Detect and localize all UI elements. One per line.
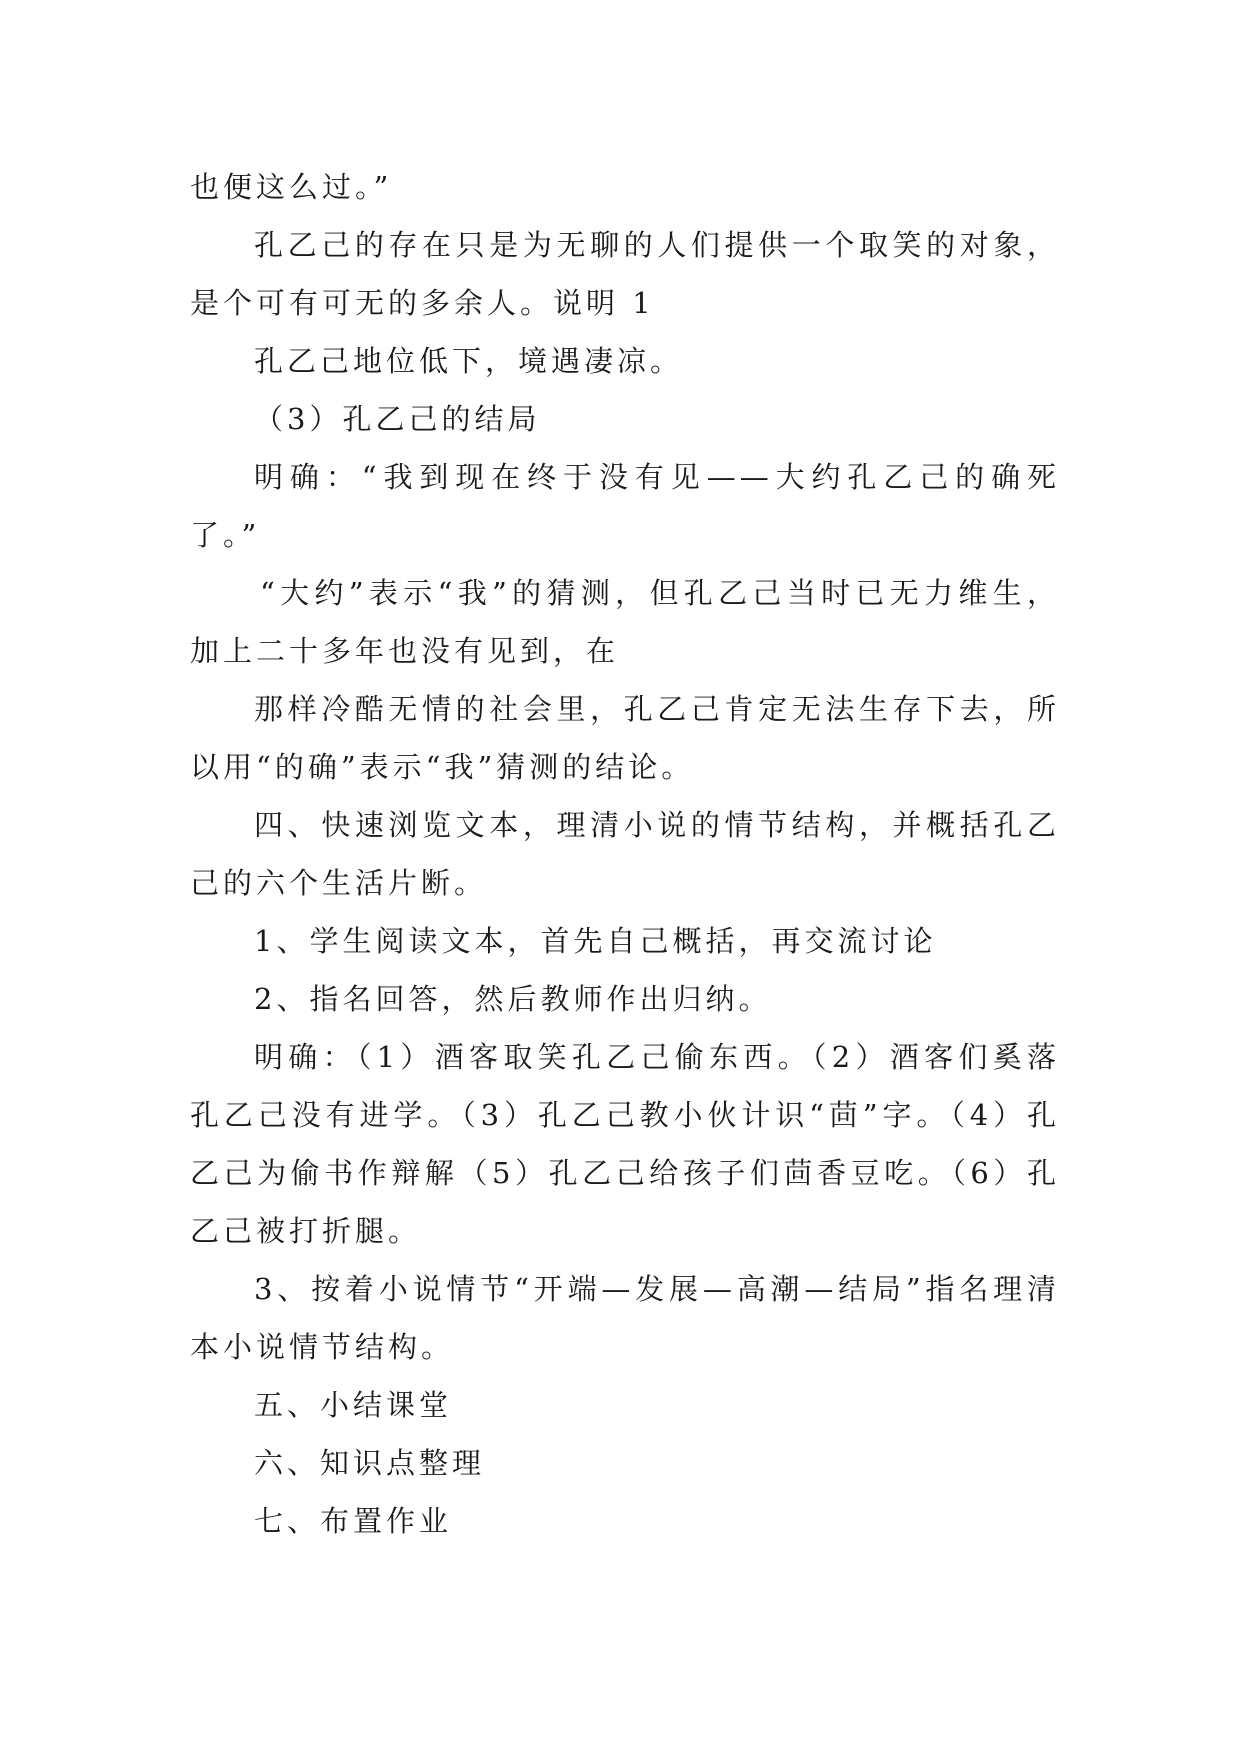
paragraph: 明确：（1）酒客取笑孔乙己偷东西。（2）酒客们奚落孔乙己没有进学。（3）孔乙己教小伙计识“茴”字。（4）孔乙己为偷书作辩解（5）孔乙己给孩子们茴香豆吃。（6）孔乙己被打折腿。 [190, 1040, 1060, 1248]
list-item: 2、指名回答，然后教师作出归纳。 [254, 982, 772, 1016]
section-heading: （3）孔乙己的结局 [254, 402, 541, 436]
section-heading: 四、快速浏览文本，理清小说的情节结构，并概括孔乙己的六个生活片断。 [190, 808, 1060, 900]
paragraph: 明确：“我到现在终于没有见——大约孔乙己的确死了。” [190, 460, 1060, 552]
list-item: 1、学生阅读文本，首先自己概括，再交流讨论 [254, 924, 937, 958]
list-item: 3、按着小说情节“开端—发展—高潮—结局”指名理清本小说情节结构。 [190, 1272, 1060, 1364]
paragraph: 那样冷酷无情的社会里，孔乙己肯定无法生存下去，所以用“的确”表示“我”猜测的结论。 [190, 692, 1060, 784]
section-heading: 七、布置作业 [254, 1504, 453, 1538]
paragraph: 也便这么过。” [190, 170, 393, 204]
section-heading: 五、小结课堂 [254, 1388, 453, 1422]
paragraph: 孔乙己地位低下，境遇凄凉。 [254, 344, 684, 378]
paragraph: 孔乙己的存在只是为无聊的人们提供一个取笑的对象，是个可有可无的多余人。说明 1 [190, 228, 1060, 320]
document-body [190, 158, 1060, 1550]
section-heading: 六、知识点整理 [254, 1446, 486, 1480]
paragraph: “大约”表示“我”的猜测，但孔乙己当时已无力维生，加上二十多年也没有见到，在 [190, 576, 1060, 668]
